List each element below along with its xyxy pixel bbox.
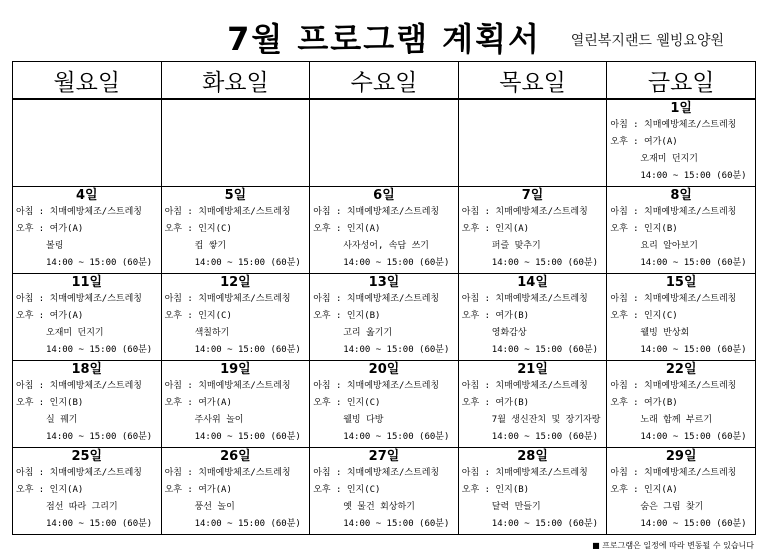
morning-program: 아침 : 치매예방체조/스트레칭 — [313, 381, 440, 391]
afternoon-program: 오후 : 인지(C) — [164, 224, 232, 234]
activity-time: 14:00 ~ 15:00 (60분) — [640, 345, 747, 355]
day-content — [13, 274, 161, 360]
weekday-header-row — [13, 62, 756, 100]
week-row — [13, 99, 756, 187]
day-content — [162, 187, 310, 273]
morning-program: 아침 : 치매예방체조/스트레칭 — [164, 381, 291, 391]
morning-program: 아침 : 치매예방체조/스트레칭 — [16, 468, 143, 478]
day-date: 11일 — [71, 275, 103, 290]
day-content — [310, 187, 458, 273]
week-row — [13, 187, 756, 274]
weekday-monday: 월요일 — [13, 62, 162, 100]
activity-name: 달력 만들기 — [491, 502, 541, 512]
activity-name: 영화감상 — [491, 328, 527, 338]
activity-time: 14:00 ~ 15:00 (60분) — [194, 258, 301, 268]
day-cell — [607, 274, 756, 361]
day-content — [607, 361, 755, 447]
activity-name: 점선 따라 그리기 — [46, 502, 118, 512]
afternoon-program: 오후 : 여가(B) — [461, 398, 530, 408]
activity-time: 14:00 ~ 15:00 (60분) — [491, 432, 599, 442]
afternoon-program: 오후 : 인지(C) — [164, 311, 232, 321]
day-cell — [13, 187, 162, 274]
day-content — [607, 187, 755, 273]
day-date: 1일 — [670, 101, 692, 116]
day-content — [607, 274, 755, 360]
day-date: 6일 — [373, 188, 395, 203]
day-content — [310, 361, 458, 447]
weekday-friday: 금요일 — [607, 62, 756, 100]
morning-program: 아침 : 치매예방체조/스트레칭 — [164, 294, 291, 304]
program-calendar — [12, 61, 756, 535]
day-cell — [13, 361, 162, 448]
day-content — [162, 361, 310, 447]
activity-time: 14:00 ~ 15:00 (60분) — [343, 432, 450, 442]
day-cell — [161, 187, 310, 274]
day-content — [162, 448, 310, 534]
day-date: 20일 — [368, 362, 400, 377]
day-cell — [161, 361, 310, 448]
afternoon-program: 오후 : 여가(B) — [461, 311, 530, 321]
page-title: 7월 프로그램 계획서 — [227, 20, 541, 58]
activity-name: 옛 물건 회상하기 — [343, 502, 415, 512]
day-date: 25일 — [71, 449, 103, 464]
activity-time: 14:00 ~ 15:00 (60분) — [194, 519, 301, 529]
morning-program: 아침 : 치매예방체조/스트레칭 — [461, 207, 588, 217]
activity-name: 요리 알아보기 — [640, 241, 698, 251]
afternoon-program: 오후 : 여가(A) — [610, 137, 678, 147]
activity-time: 14:00 ~ 15:00 (60분) — [343, 345, 450, 355]
activity-name: 웰빙 반상회 — [640, 328, 690, 338]
day-cell — [13, 448, 162, 535]
day-date: 27일 — [368, 449, 400, 464]
weekday-wednesday: 수요일 — [310, 62, 459, 100]
activity-name: 주사위 놀이 — [194, 415, 244, 425]
activity-name: 사자성어, 속담 쓰기 — [343, 241, 429, 251]
afternoon-program: 오후 : 인지(B) — [610, 224, 678, 234]
activity-time: 14:00 ~ 15:00 (60분) — [46, 432, 153, 442]
morning-program: 아침 : 치매예방체조/스트레칭 — [610, 120, 737, 130]
day-cell — [607, 448, 756, 535]
day-date: 12일 — [220, 275, 251, 290]
day-cell — [310, 448, 459, 535]
day-cell — [13, 274, 162, 361]
activity-name: 볼링 — [46, 241, 64, 251]
day-cell — [607, 361, 756, 448]
day-content — [13, 361, 161, 447]
activity-name: 풍선 놀이 — [194, 502, 235, 512]
activity-name: 오재미 던지기 — [640, 154, 698, 164]
empty-day-cell — [13, 99, 162, 187]
activity-name: 컵 쌓기 — [194, 241, 227, 251]
day-date: 21일 — [517, 362, 548, 377]
day-cell — [161, 448, 310, 535]
day-content — [607, 448, 755, 534]
day-cell — [310, 274, 459, 361]
day-content — [162, 274, 310, 360]
afternoon-program: 오후 : 인지(C) — [313, 398, 381, 408]
morning-program: 아침 : 치매예방체조/스트레칭 — [461, 381, 588, 391]
weekday-tuesday: 화요일 — [161, 62, 310, 100]
day-content — [459, 361, 607, 447]
afternoon-program: 오후 : 여가(A) — [16, 311, 84, 321]
morning-program: 아침 : 치매예방체조/스트레칭 — [461, 468, 588, 478]
afternoon-program: 오후 : 여가(B) — [610, 398, 678, 408]
morning-program: 아침 : 치매예방체조/스트레칭 — [610, 381, 737, 391]
day-date: 4일 — [75, 188, 98, 203]
morning-program: 아침 : 치매예방체조/스트레칭 — [16, 207, 143, 217]
day-content — [13, 187, 161, 273]
day-date: 22일 — [665, 362, 697, 377]
activity-time: 14:00 ~ 15:00 (60분) — [46, 258, 153, 268]
day-cell — [458, 361, 607, 448]
day-content — [459, 274, 607, 360]
activity-name: 오재미 던지기 — [46, 328, 104, 338]
day-content — [310, 274, 458, 360]
day-cell — [310, 361, 459, 448]
activity-name: 퍼즐 맞추기 — [491, 241, 541, 251]
activity-time: 14:00 ~ 15:00 (60분) — [640, 171, 747, 181]
morning-program: 아침 : 치매예방체조/스트레칭 — [164, 468, 291, 478]
afternoon-program: 오후 : 인지(B) — [16, 398, 84, 408]
activity-name: 색칠하기 — [194, 328, 230, 338]
empty-day-cell — [458, 99, 607, 187]
day-date: 13일 — [368, 275, 400, 290]
footnote: ■ 프로그램은 일정에 따라 변동될 수 있습니다 — [592, 541, 754, 550]
organization-name: 열린복지랜드 웰빙요양원 — [570, 33, 724, 49]
day-content — [310, 448, 458, 534]
activity-time: 14:00 ~ 15:00 (60분) — [491, 258, 599, 268]
page-header — [0, 0, 768, 58]
day-cell — [310, 187, 459, 274]
activity-time: 14:00 ~ 15:00 (60분) — [491, 345, 599, 355]
day-date: 29일 — [665, 449, 697, 464]
day-date: 7일 — [521, 188, 544, 203]
activity-name: 고리 옮기기 — [343, 328, 393, 338]
afternoon-program: 오후 : 인지(A) — [610, 485, 678, 495]
activity-time: 14:00 ~ 15:00 (60분) — [46, 345, 153, 355]
day-cell — [458, 448, 607, 535]
afternoon-program: 오후 : 인지(A) — [313, 224, 381, 234]
morning-program: 아침 : 치매예방체조/스트레칭 — [313, 207, 440, 217]
afternoon-program: 오후 : 여가(A) — [164, 398, 232, 408]
morning-program: 아침 : 치매예방체조/스트레칭 — [313, 294, 440, 304]
morning-program: 아침 : 치매예방체조/스트레칭 — [610, 468, 737, 478]
empty-day-cell — [161, 99, 310, 187]
day-date: 5일 — [224, 188, 247, 203]
activity-time: 14:00 ~ 15:00 (60분) — [343, 519, 450, 529]
activity-time: 14:00 ~ 15:00 (60분) — [640, 432, 747, 442]
day-date: 14일 — [517, 275, 548, 290]
morning-program: 아침 : 치매예방체조/스트레칭 — [610, 294, 737, 304]
day-date: 18일 — [71, 362, 103, 377]
morning-program: 아침 : 치매예방체조/스트레칭 — [164, 207, 291, 217]
day-cell — [607, 187, 756, 274]
week-row — [13, 274, 756, 361]
afternoon-program: 오후 : 인지(A) — [461, 224, 530, 234]
day-cell — [161, 274, 310, 361]
week-row — [13, 448, 756, 535]
activity-time: 14:00 ~ 15:00 (60분) — [194, 345, 301, 355]
activity-name: 숨은 그림 찾기 — [640, 502, 704, 512]
activity-name: 7월 생신잔치 및 장기자랑 — [491, 415, 601, 425]
day-date: 28일 — [517, 449, 548, 464]
activity-time: 14:00 ~ 15:00 (60분) — [491, 519, 599, 529]
morning-program: 아침 : 치매예방체조/스트레칭 — [16, 294, 143, 304]
activity-time: 14:00 ~ 15:00 (60분) — [343, 258, 450, 268]
day-content — [607, 100, 755, 186]
day-cell — [458, 274, 607, 361]
day-date: 19일 — [220, 362, 251, 377]
afternoon-program: 오후 : 여가(A) — [16, 224, 84, 234]
activity-name: 노래 함께 부르기 — [640, 415, 713, 425]
afternoon-program: 오후 : 인지(C) — [313, 485, 381, 495]
day-cell — [607, 99, 756, 187]
activity-time: 14:00 ~ 15:00 (60분) — [46, 519, 153, 529]
afternoon-program: 오후 : 인지(A) — [16, 485, 84, 495]
afternoon-program: 오후 : 인지(B) — [313, 311, 381, 321]
activity-time: 14:00 ~ 15:00 (60분) — [640, 258, 747, 268]
day-content — [459, 187, 607, 273]
afternoon-program: 오후 : 인지(B) — [461, 485, 530, 495]
day-date: 8일 — [670, 188, 692, 203]
day-cell — [458, 187, 607, 274]
activity-name: 웰빙 다방 — [343, 415, 384, 425]
morning-program: 아침 : 치매예방체조/스트레칭 — [461, 294, 588, 304]
day-date: 15일 — [665, 275, 697, 290]
day-content — [13, 448, 161, 534]
activity-time: 14:00 ~ 15:00 (60분) — [194, 432, 301, 442]
activity-time: 14:00 ~ 15:00 (60분) — [640, 519, 747, 529]
morning-program: 아침 : 치매예방체조/스트레칭 — [16, 381, 143, 391]
day-date: 26일 — [220, 449, 251, 464]
empty-day-cell — [310, 99, 459, 187]
morning-program: 아침 : 치매예방체조/스트레칭 — [313, 468, 440, 478]
weekday-thursday: 목요일 — [458, 62, 607, 100]
week-row — [13, 361, 756, 448]
activity-name: 실 꿰기 — [46, 415, 78, 425]
afternoon-program: 오후 : 인지(C) — [610, 311, 678, 321]
morning-program: 아침 : 치매예방체조/스트레칭 — [610, 207, 737, 217]
afternoon-program: 오후 : 여가(A) — [164, 485, 232, 495]
day-content — [459, 448, 607, 534]
